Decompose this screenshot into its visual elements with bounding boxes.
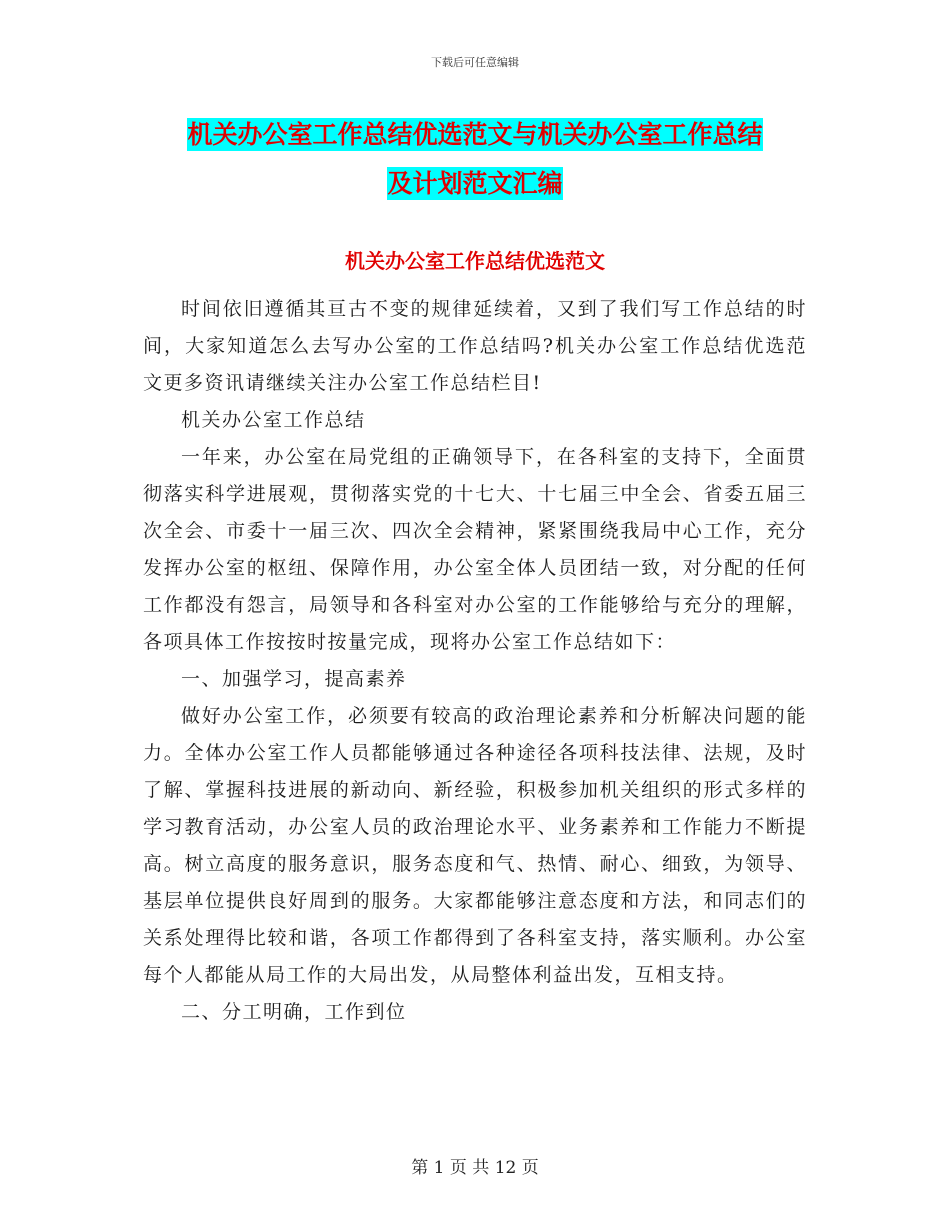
section-title: 机关办公室工作总结优选范文	[345, 249, 605, 273]
paragraph-heading-1: 一、加强学习，提高素养	[181, 668, 407, 690]
document-title	[0, 110, 950, 208]
document-title-line-2: 及计划范文汇编	[387, 169, 563, 198]
paragraph-overview: 一年来，办公室在局党组的正确领导下，在各科室的支持下，全面贯彻落实科学进展观，贯彻落实党的十七大、十七届三中全会、省委五届三次全会、市委十一届三次、四次全会精神，紧紧围绕我局中心工作，充分发挥办公室的枢纽、保障作用，办公室全体人员团结一致，对分配的任何工作都没有怨言，局领导和各科室对办公室的工作能够给与充分的理解，各项具体工作按按时按量完成，现将办公室工作总结如下：	[143, 446, 807, 653]
paragraph-subheading: 机关办公室工作总结	[181, 409, 366, 431]
paragraph-intro: 时间依旧遵循其亘古不变的规律延续着，又到了我们写工作总结的时间，大家知道怎么去写办公室的工作总结吗?机关办公室工作总结优选范文更多资讯请继续关注办公室工作总结栏目!	[143, 298, 807, 394]
paragraph-heading-2: 二、分工明确，工作到位	[181, 1001, 407, 1023]
document-title-line-1: 机关办公室工作总结优选范文与机关办公室工作总结	[187, 120, 763, 149]
header-note: 下载后可任意编辑	[431, 56, 519, 69]
paragraph-study: 做好办公室工作，必须要有较高的政治理论素养和分析解决问题的能力。全体办公室工作人员都能够通过各种途径各项科技法律、法规，及时了解、掌握科技进展的新动向、新经验，积极参加机关组织的形式多样的学习教育活动，办公室人员的政治理论水平、业务素养和工作能力不断提高。树立高度的服务意识，服务态度和气、热情、耐心、细致，为领导、基层单位提供良好周到的服务。大家都能够注意态度和方法，和同志们的关系处理得比较和谐，各项工作都得到了各科室支持，落实顺利。办公室每个人都能从局工作的大局出发，从局整体利益出发，互相支持。	[143, 705, 807, 986]
document-body	[143, 291, 807, 1031]
page-footer: 第 1 页 共 12 页	[411, 1158, 539, 1178]
